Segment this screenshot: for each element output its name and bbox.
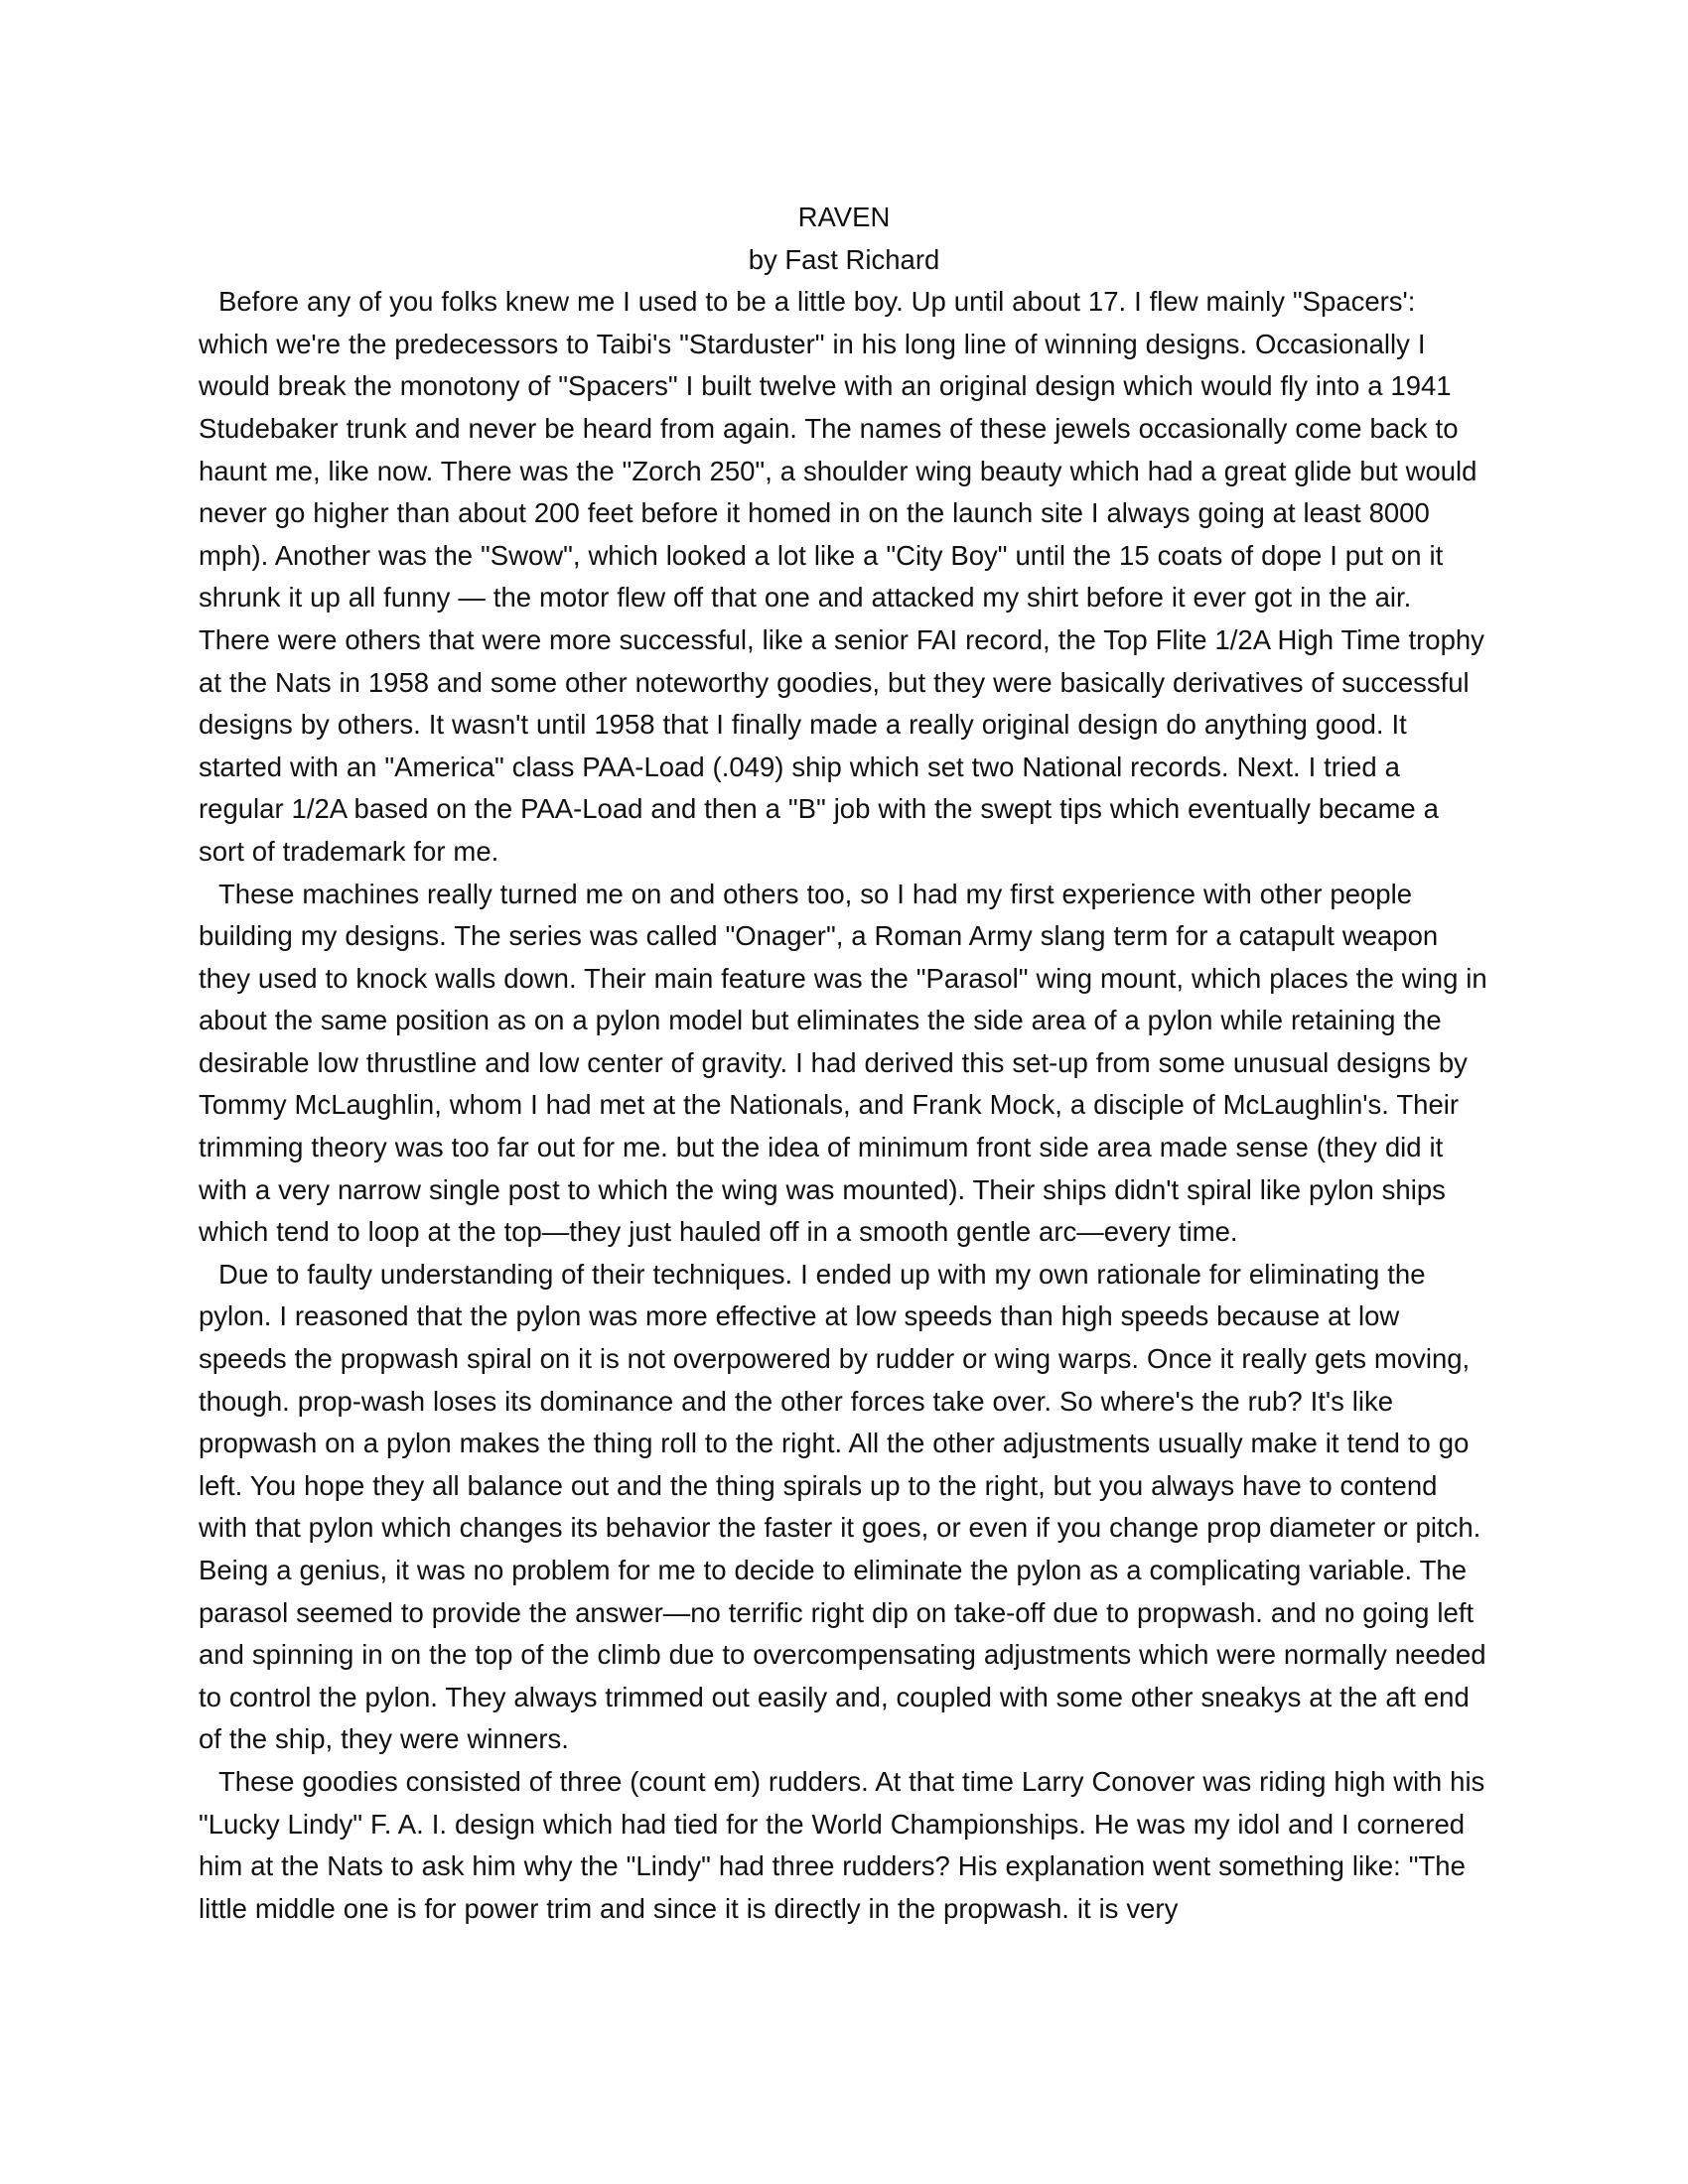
paragraph-4: These goodies consisted of three (count em) rudders. At that time Larry Conover was riding high with his "Lucky Lindy" F. A. I. design which had tied for the World Championships. He was my idol and I cornered him at the Nats to ask him why the "Lindy" had three rudders? His explanation went something like: "The little middle one is for power trim and since it is directly in the propwash. it is very	[199, 1765, 1485, 1924]
paragraph-3: Due to faulty understanding of their techniques. I ended up with my own rationale for eliminating the pylon. I reasoned that the pylon was more effective at low speeds than high speeds because at low speeds the propwash spiral on it is not overpowered by rudder or wing warps. Once it really gets moving, though. prop-wash loses its dominance and the other forces take over. So where's the rub? It's like propwash on a pylon makes the thing roll to the right. All the other adjustments usually make it tend to go left. You hope they all balance out and the thing spirals up to the right, but you always have to contend with that pylon which changes its behavior the faster it goes, or even if you change prop diameter or pitch. Being a genius, it was no problem for me to decide to eliminate the pylon as a complicating variable. The parasol seemed to provide the answer—no terrific right dip on take-off due to propwash. and no going left and spinning in on the top of the climb due to overcompensating adjustments which were normally needed to control the pylon. They always trimmed out easily and, coupled with some other sneakys at the aft end of the ship, they were winners.	[199, 1258, 1486, 1755]
document-title: RAVEN	[797, 202, 891, 232]
document-byline: by Fast Richard	[748, 243, 940, 275]
paragraph-1: Before any of you folks knew me I used to be a little boy. Up until about 17. I flew mainly "Spacers': which we're the predecessors to Taibi's "Starduster" in his long line of winning designs. Occasionally I would break the monotony of "Spacers" I built twelve with an original design which would fly into a 1941 Studebaker trunk and never be heard from again. The names of these jewels occasionally come back to haunt me, like now. There was the "Zorch 250", a shoulder wing beauty which had a great glide but would never go higher than about 200 feet before it homed in on the launch site I always going at least 8000 mph). Another was the "Swow", which looked a lot like a "City Boy" until the 15 coats of dope I put on it shrunk it up all funny — the motor flew off that one and attacked my shirt before it ever got in the air. There were others that were more successful, like a senior FAI record, the Top Flite 1/2A High Time trophy at the Nats in 1958 and some other noteworthy goodies, but they were basically derivatives of successful designs by others. It wasn't until 1958 that I finally made a really original design do anything good. It started with an "America" class PAA-Load (.049) ship which set two National records. Next. I tried a regular 1/2A based on the PAA-Load and then a "B" job with the swept tips which eventually became a sort of trademark for me.	[199, 286, 1484, 867]
paragraph-2: These machines really turned me on and others too, so I had my first experience with other people building my designs. The series was called "Onager", a Roman Army slang term for a catapult weapon they used to knock walls down. Their main feature was the "Parasol" wing mount, which places the wing in about the same position as on a pylon model but eliminates the side area of a pylon while retaining the desirable low thrustline and low center of gravity. I had derived this set-up from some unusual designs by Tommy McLaughlin, whom I had met at the Nationals, and Frank Mock, a disciple of McLaughlin's. Their trimming theory was too far out for me. but the idea of minimum front side area made sense (they did it with a very narrow single post to which the wing was mounted). Their ships didn't spiral like pylon ships which tend to loop at the top—they just hauled off in a smooth gentle arc—every time.	[199, 878, 1487, 1248]
document-page	[199, 197, 1489, 1930]
